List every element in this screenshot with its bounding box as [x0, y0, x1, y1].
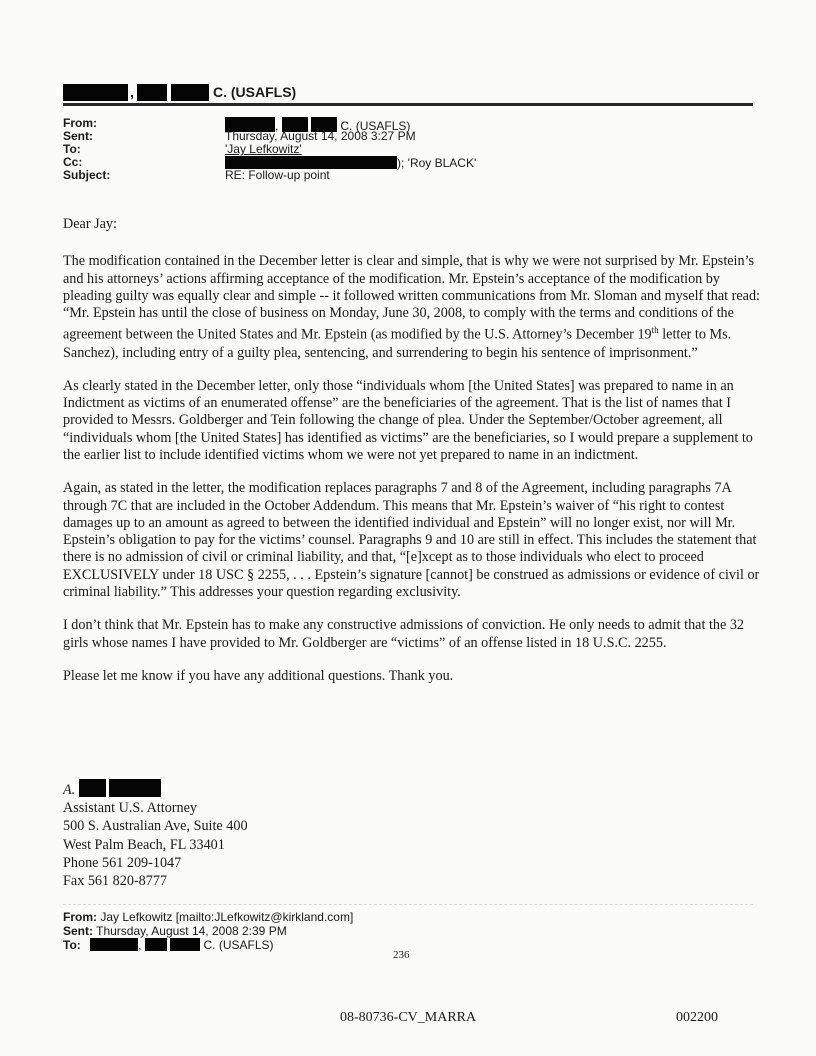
- sent-label: Sent:: [63, 129, 93, 143]
- redaction-block: [170, 938, 200, 951]
- email-body: [63, 216, 763, 701]
- header-name-suffix: C. (USAFLS): [213, 84, 297, 100]
- separator: [63, 904, 753, 905]
- signature-fax: Fax 561 820-8777: [63, 873, 168, 890]
- to-value: 'Jay Lefkowitz': [225, 142, 302, 156]
- fwd-to-row: [63, 938, 353, 953]
- subject-value: RE: Follow-up point: [225, 168, 330, 182]
- signature-name-line: [63, 779, 248, 799]
- fwd-from-label: From:: [63, 910, 97, 924]
- header-comma: ,: [130, 84, 134, 100]
- fwd-from-row: [63, 911, 353, 925]
- email-header-name: [63, 82, 753, 104]
- forwarded-header: [63, 911, 353, 953]
- meta-subject-row: [63, 169, 753, 182]
- meta-sent-row: [63, 130, 753, 143]
- paragraph-1-text: The modification contained in the December letter is clear and simple, that is why we were not surprised by Mr. Epstein’s and his attorneys’ actions affirming acceptance of the modification. Mr. Epstein’s acceptance of the modification by pleading guilty was equally clear and simple -- it followed written communications from Mr. Sloman and myself that read: “Mr. Epstein has until the close of business on Monday, June 30, 2008, to comply with the terms and conditions of the agreement between the United States and Mr. Epstein (as modified by the U.S. Attorney’s December 19: [63, 253, 760, 344]
- fwd-to-value: C. (USAFLS): [203, 938, 274, 952]
- case-number: 08-80736-CV_MARRA: [340, 1010, 477, 1025]
- signature-address-1: 500 S. Australian Ave, Suite 400: [63, 818, 248, 835]
- redaction-block: [137, 84, 167, 101]
- cc-text: ); 'Roy BLACK': [397, 156, 477, 170]
- cc-label: Cc:: [63, 155, 83, 169]
- redaction-block: [63, 84, 128, 101]
- redaction-block: [109, 779, 161, 797]
- fwd-sent-value: Thursday, August 14, 2008 2:39 PM: [96, 923, 287, 938]
- redaction-block: [79, 779, 106, 797]
- signature-phone: Phone 561 209-1047: [63, 854, 182, 871]
- fwd-sent-label: Sent:: [63, 923, 93, 938]
- header-rule: [63, 103, 753, 106]
- redaction-block: [145, 938, 167, 951]
- meta-cc-row: [63, 156, 753, 169]
- to-label: To:: [63, 142, 81, 156]
- from-value: , C. (USAFLS): [225, 117, 410, 133]
- meta-to-row: [63, 143, 753, 156]
- fwd-to-label: To:: [63, 938, 81, 952]
- from-label: From:: [63, 116, 97, 130]
- paragraph-5: Please let me know if you have any additional questions. Thank you.: [63, 667, 454, 684]
- signature-title: Assistant U.S. Attorney: [63, 800, 197, 816]
- bates-number: 002200: [676, 1010, 718, 1025]
- greeting: Dear Jay:: [63, 216, 117, 232]
- paragraph-1: [63, 253, 763, 362]
- subject-label: Subject:: [63, 168, 111, 182]
- sent-value: Thursday, August 14, 2008 3:27 PM: [225, 129, 416, 143]
- from-name: C. (USAFLS): [340, 119, 411, 133]
- signature-block: [63, 779, 248, 890]
- page-number: 236: [393, 949, 410, 961]
- superscript: th: [651, 325, 659, 336]
- paragraph-1-text-cont: letter to Ms. Sanchez), including entry of a guilty plea, sentencing, and surrendering to begin his sentence of imprisonment.”: [63, 327, 732, 361]
- signature-address-2: West Palm Beach, FL 33401: [63, 836, 225, 853]
- paragraph-2: As clearly stated in the December letter, only those “individuals whom [the United States] was prepared to name in an Indictment as victims of an enumerated offense” are the beneficiaries of the agreement. That is the list of names that I provided to Messrs. Goldberger and Tein following the change of plea. Under the September/October agreement, all “individuals whom [the United States] has identified as victims” are the beneficiaries, so I would prepare a supplement to the earlier list to include identified victims whom we were not yet prepared to name in an indictment.: [63, 377, 753, 463]
- signature-initial: A.: [63, 782, 76, 798]
- paragraph-3: Again, as stated in the letter, the modification replaces paragraphs 7 and 8 of the Agreement, including paragraphs 7A through 7C that are included in the October Addendum. This means that Mr. Epstein’s waiver of “his right to contest damages up to an amount as agreed to between the identified individual and Epstein” will no longer exist, nor will Mr. Epstein’s obligation to pay for the victims’ counsel. Paragraphs 9 and 10 are still in effect. This includes the statement that there is no admission of civil or criminal liability, and that, “[e]xcept as to those individuals who elect to proceed EXCLUSIVELY under 18 USC § 2255, . . . Epstein’s signature [cannot] be construed as admissions or evidence of civil or criminal liability.” This addresses your question regarding exclusivity.: [63, 480, 760, 601]
- email-metadata: [63, 117, 753, 182]
- fwd-to-comma: ,: [138, 938, 142, 952]
- fwd-from-value: Jay Lefkowitz [mailto:JLefkowitz@kirkland.com]: [100, 910, 354, 924]
- fwd-sent-row: [63, 925, 353, 939]
- redaction-block: [90, 938, 138, 951]
- paragraph-4: I don’t think that Mr. Epstein has to make any constructive admissions of conviction. He only needs to admit that the 32 girls whose names I have provided to Mr. Goldberger are “victims” of an offense listed in 18 U.S.C. 2255.: [63, 617, 745, 651]
- redaction-block: [171, 84, 209, 101]
